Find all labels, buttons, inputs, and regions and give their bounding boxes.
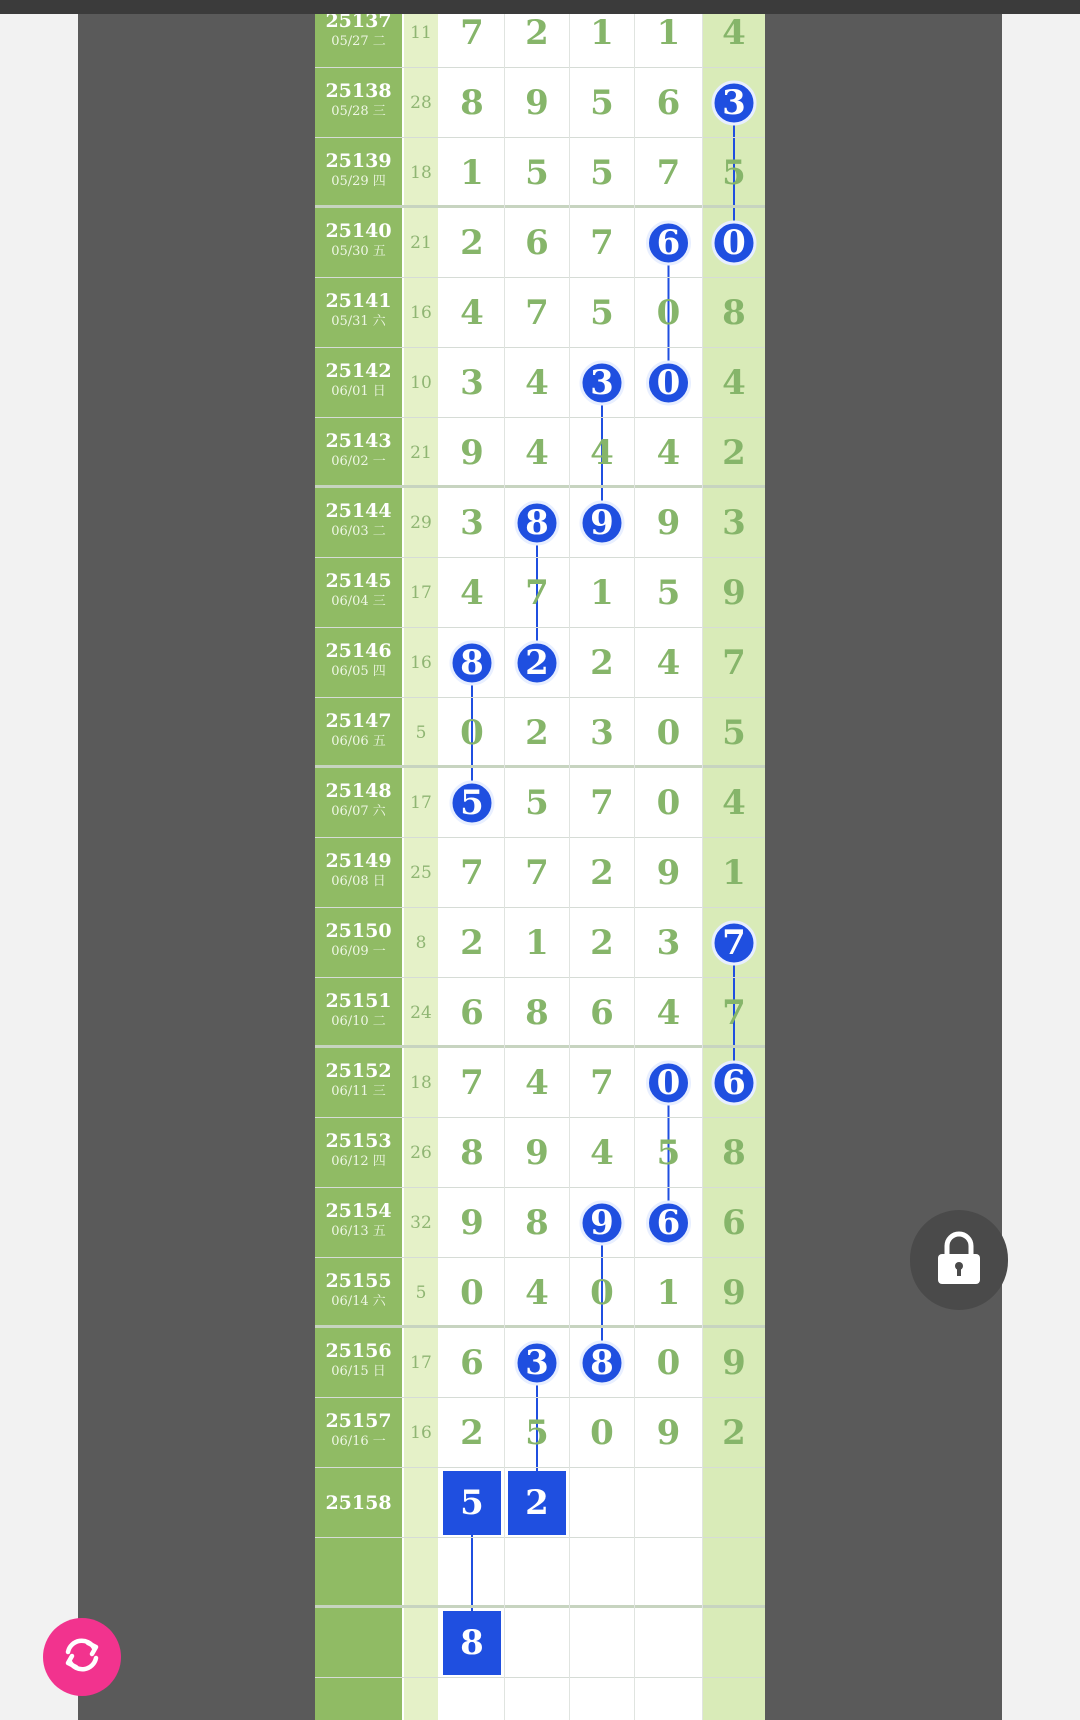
table-row <box>315 278 765 348</box>
issue-number: 25143 <box>325 430 392 452</box>
digit-cell: 1 <box>460 153 484 193</box>
table-row <box>315 418 765 488</box>
digit-cell: 5 <box>525 783 549 823</box>
draw-date: 06/04 三 <box>331 594 386 609</box>
digit-cell: 8 <box>722 293 746 333</box>
table-row <box>315 68 765 138</box>
digit-cell: 1 <box>525 923 549 963</box>
digit-sum: 24 <box>410 1003 432 1023</box>
table-row <box>315 208 765 278</box>
table-row <box>315 1118 765 1188</box>
highlighted-digit: 2 <box>525 643 549 683</box>
digit-cell: 0 <box>590 1273 614 1313</box>
grid-line <box>569 14 570 1720</box>
draw-date: 06/01 日 <box>331 384 386 399</box>
digit-cell: 7 <box>722 993 746 1033</box>
digit-sum: 21 <box>410 233 432 253</box>
draw-date: 06/06 五 <box>331 734 386 749</box>
digit-cell: 0 <box>656 713 681 753</box>
table-row <box>315 1468 765 1538</box>
lock-icon <box>935 1230 983 1290</box>
digit-cell: 8 <box>460 1133 484 1173</box>
digit-cell: 3 <box>460 503 484 543</box>
digit-cell: 8 <box>525 1203 549 1243</box>
digit-sum: 18 <box>410 163 432 183</box>
draw-date: 05/27 二 <box>331 34 386 49</box>
lock-button[interactable] <box>910 1210 1008 1310</box>
digit-cell: 0 <box>460 713 484 753</box>
highlighted-digit: 8 <box>460 643 484 683</box>
digit-cell: 4 <box>590 1133 614 1173</box>
highlighted-digit: 6 <box>656 1203 681 1243</box>
highlighted-digit: 5 <box>460 783 484 823</box>
digit-cell <box>505 1608 569 1678</box>
refresh-button[interactable] <box>43 1618 121 1696</box>
digit-cell <box>703 1468 765 1538</box>
issue-number: 25154 <box>325 1200 392 1222</box>
table-row <box>315 558 765 628</box>
highlighted-digit: 7 <box>722 923 746 963</box>
grid-line <box>504 14 505 1720</box>
draw-date: 05/31 六 <box>331 314 386 329</box>
draw-date: 06/03 二 <box>331 524 386 539</box>
table-row <box>315 978 765 1048</box>
digit-cell: 1 <box>590 573 614 613</box>
digit-cell: 2 <box>590 643 614 683</box>
table-row <box>315 1328 765 1398</box>
highlighted-digit: 8 <box>525 503 549 543</box>
digit-sum: 29 <box>410 513 432 533</box>
digit-cell: 2 <box>590 923 614 963</box>
digit-cell: 6 <box>590 993 614 1033</box>
digit-cell: 0 <box>656 293 681 333</box>
digit-cell: 9 <box>525 1133 549 1173</box>
digit-cell <box>703 1608 765 1678</box>
digit-cell: 7 <box>656 153 681 193</box>
draw-date: 06/15 日 <box>331 1364 386 1379</box>
grid-line <box>634 14 635 1720</box>
highlighted-digit: 5 <box>460 1483 484 1523</box>
highlighted-digit: 0 <box>656 363 681 403</box>
digit-cell: 2 <box>525 713 549 753</box>
draw-date: 06/02 一 <box>331 454 386 469</box>
digit-cell: 4 <box>656 993 681 1033</box>
table-row <box>315 14 765 68</box>
digit-cell: 0 <box>656 783 681 823</box>
digit-cell: 9 <box>460 433 484 473</box>
draw-date: 06/13 五 <box>331 1224 386 1239</box>
digit-cell: 4 <box>656 433 681 473</box>
digit-cell: 1 <box>656 14 681 53</box>
digit-cell: 9 <box>656 503 681 543</box>
digit-cell: 1 <box>590 14 614 53</box>
issue-number: 25150 <box>325 920 392 942</box>
draw-date: 06/10 二 <box>331 1014 386 1029</box>
digit-cell: 9 <box>722 573 746 613</box>
digit-cell: 2 <box>590 853 614 893</box>
digit-cell: 7 <box>460 853 484 893</box>
digit-cell: 5 <box>656 1133 681 1173</box>
digit-cell: 4 <box>460 573 484 613</box>
digit-cell: 5 <box>525 153 549 193</box>
digit-sum: 10 <box>410 373 432 393</box>
issue-number: 25149 <box>325 850 392 872</box>
digit-cell: 2 <box>722 433 746 473</box>
digit-cell <box>570 1468 634 1538</box>
digit-cell <box>505 1538 569 1608</box>
draw-date: 05/30 五 <box>331 244 386 259</box>
digit-sum: 26 <box>410 1143 432 1163</box>
digit-cell: 7 <box>525 293 549 333</box>
draw-date: 06/05 四 <box>331 664 386 679</box>
digit-cell: 2 <box>525 14 549 53</box>
digit-cell: 2 <box>722 1413 746 1453</box>
digit-cell: 6 <box>460 1343 484 1383</box>
digit-cell: 5 <box>722 713 746 753</box>
digit-sum <box>404 1538 438 1608</box>
digit-cell: 1 <box>656 1273 681 1313</box>
digit-sum: 5 <box>415 723 427 743</box>
issue-number: 25142 <box>325 360 392 382</box>
digit-cell: 7 <box>460 14 484 53</box>
draw-date: 06/09 一 <box>331 944 386 959</box>
digit-sum <box>404 1468 438 1538</box>
digit-cell <box>570 1608 634 1678</box>
digit-cell: 9 <box>525 83 549 123</box>
digit-cell: 1 <box>722 853 746 893</box>
digit-cell: 5 <box>590 83 614 123</box>
digit-cell: 4 <box>525 1063 549 1103</box>
draw-date: 06/08 日 <box>331 874 386 889</box>
issue-number: 25152 <box>325 1060 392 1082</box>
highlighted-digit: 0 <box>722 223 746 263</box>
table-row <box>315 1258 765 1328</box>
digit-cell: 8 <box>460 83 484 123</box>
digit-cell: 7 <box>525 853 549 893</box>
issue-number: 25138 <box>325 80 392 102</box>
digit-cell: 4 <box>525 363 549 403</box>
digit-cell: 4 <box>722 363 746 403</box>
issue-number: 25141 <box>325 290 392 312</box>
digit-cell: 2 <box>460 923 484 963</box>
digit-sum: 21 <box>410 443 432 463</box>
highlighted-digit: 3 <box>525 1343 549 1383</box>
table-row <box>315 1188 765 1258</box>
digit-cell: 2 <box>460 223 484 263</box>
digit-cell: 9 <box>722 1273 746 1313</box>
highlighted-digit: 8 <box>590 1343 614 1383</box>
digit-cell: 7 <box>722 643 746 683</box>
digit-cell: 4 <box>525 433 549 473</box>
digit-cell: 0 <box>460 1273 484 1313</box>
chart-viewer[interactable] <box>78 14 1002 1720</box>
digit-cell: 4 <box>460 293 484 333</box>
digit-sum <box>404 1608 438 1678</box>
digit-sum: 16 <box>410 303 432 323</box>
digit-cell: 7 <box>590 783 614 823</box>
digit-cell: 6 <box>460 993 484 1033</box>
table-row <box>315 1608 765 1678</box>
table-row <box>315 138 765 208</box>
digit-cell: 9 <box>656 853 681 893</box>
digit-cell: 4 <box>656 643 681 683</box>
digit-sum: 16 <box>410 653 432 673</box>
digit-cell <box>440 1538 504 1608</box>
highlighted-digit: 3 <box>722 83 746 123</box>
draw-date: 06/14 六 <box>331 1294 386 1309</box>
digit-sum: 5 <box>415 1283 427 1303</box>
digit-sum: 25 <box>410 863 432 883</box>
table-row <box>315 1048 765 1118</box>
issue-number: 25147 <box>325 710 392 732</box>
highlighted-digit: 6 <box>656 223 681 263</box>
issue-number: 25158 <box>325 1492 392 1514</box>
issue-number: 25151 <box>325 990 392 1012</box>
issue-number: 25156 <box>325 1340 392 1362</box>
digit-cell: 4 <box>525 1273 549 1313</box>
digit-sum: 8 <box>415 933 427 953</box>
digit-cell: 7 <box>525 573 549 613</box>
table-row <box>315 908 765 978</box>
digit-cell: 8 <box>525 993 549 1033</box>
draw-date: 05/28 三 <box>331 104 386 119</box>
digit-cell <box>703 1538 765 1608</box>
issue-number: 25155 <box>325 1270 392 1292</box>
issue-number: 25145 <box>325 570 392 592</box>
digit-sum: 17 <box>410 583 432 603</box>
issue-number: 25157 <box>325 1410 392 1432</box>
digit-sum: 16 <box>410 1423 432 1443</box>
issue-number: 25148 <box>325 780 392 802</box>
digit-cell: 5 <box>590 153 614 193</box>
digit-cell: 7 <box>460 1063 484 1103</box>
draw-date: 06/11 三 <box>331 1084 386 1099</box>
table-row <box>315 488 765 558</box>
digit-cell <box>635 1468 702 1538</box>
digit-cell: 9 <box>460 1203 484 1243</box>
table-row <box>315 348 765 418</box>
digit-cell: 7 <box>590 223 614 263</box>
table-row <box>315 628 765 698</box>
status-bar <box>0 0 1080 14</box>
digit-cell: 3 <box>722 503 746 543</box>
digit-sum: 32 <box>410 1213 432 1233</box>
digit-cell: 8 <box>722 1133 746 1173</box>
digit-cell: 4 <box>722 14 746 53</box>
table-row <box>315 698 765 768</box>
draw-date: 06/12 四 <box>331 1154 386 1169</box>
draw-date: 05/29 四 <box>331 174 386 189</box>
digit-cell <box>635 1538 702 1608</box>
digit-cell <box>635 1608 702 1678</box>
highlighted-digit: 9 <box>590 503 614 543</box>
issue-number: 25146 <box>325 640 392 662</box>
highlighted-digit: 9 <box>590 1203 614 1243</box>
digit-sum: 28 <box>410 93 432 113</box>
highlighted-digit: 8 <box>460 1623 484 1663</box>
issue-number: 25140 <box>325 220 392 242</box>
digit-cell: 5 <box>722 153 746 193</box>
digit-cell: 6 <box>656 83 681 123</box>
digit-cell: 6 <box>722 1203 746 1243</box>
highlighted-digit: 3 <box>590 363 614 403</box>
draw-date: 06/16 一 <box>331 1434 386 1449</box>
digit-cell: 4 <box>590 433 614 473</box>
highlighted-digit: 0 <box>656 1063 681 1103</box>
refresh-icon <box>59 1632 105 1682</box>
issue-number: 25139 <box>325 150 392 172</box>
digit-sum: 17 <box>410 793 432 813</box>
table-row <box>315 1538 765 1608</box>
digit-cell: 0 <box>656 1343 681 1383</box>
draw-date: 06/07 六 <box>331 804 386 819</box>
digit-cell: 9 <box>656 1413 681 1453</box>
digit-sum: 18 <box>410 1073 432 1093</box>
digit-cell: 3 <box>460 363 484 403</box>
digit-cell: 7 <box>590 1063 614 1103</box>
digit-cell: 6 <box>525 223 549 263</box>
highlighted-digit: 6 <box>722 1063 746 1103</box>
digit-cell: 9 <box>722 1343 746 1383</box>
digit-sum: 17 <box>410 1353 432 1373</box>
digit-cell: 5 <box>656 573 681 613</box>
digit-cell: 3 <box>656 923 681 963</box>
grid-line <box>702 14 703 1720</box>
table-row <box>315 768 765 838</box>
digit-cell: 0 <box>590 1413 614 1453</box>
digit-cell: 2 <box>460 1413 484 1453</box>
issue-number: 25144 <box>325 500 392 522</box>
digit-cell: 5 <box>525 1413 549 1453</box>
digit-sum: 11 <box>410 23 432 43</box>
digit-cell: 4 <box>722 783 746 823</box>
issue-number: 25137 <box>325 14 392 32</box>
table-row <box>315 1398 765 1468</box>
digit-cell: 3 <box>590 713 614 753</box>
trend-chart <box>315 14 765 1720</box>
digit-cell <box>570 1538 634 1608</box>
issue-number: 25153 <box>325 1130 392 1152</box>
highlighted-digit: 2 <box>525 1483 549 1523</box>
table-row <box>315 838 765 908</box>
digit-cell: 5 <box>590 293 614 333</box>
